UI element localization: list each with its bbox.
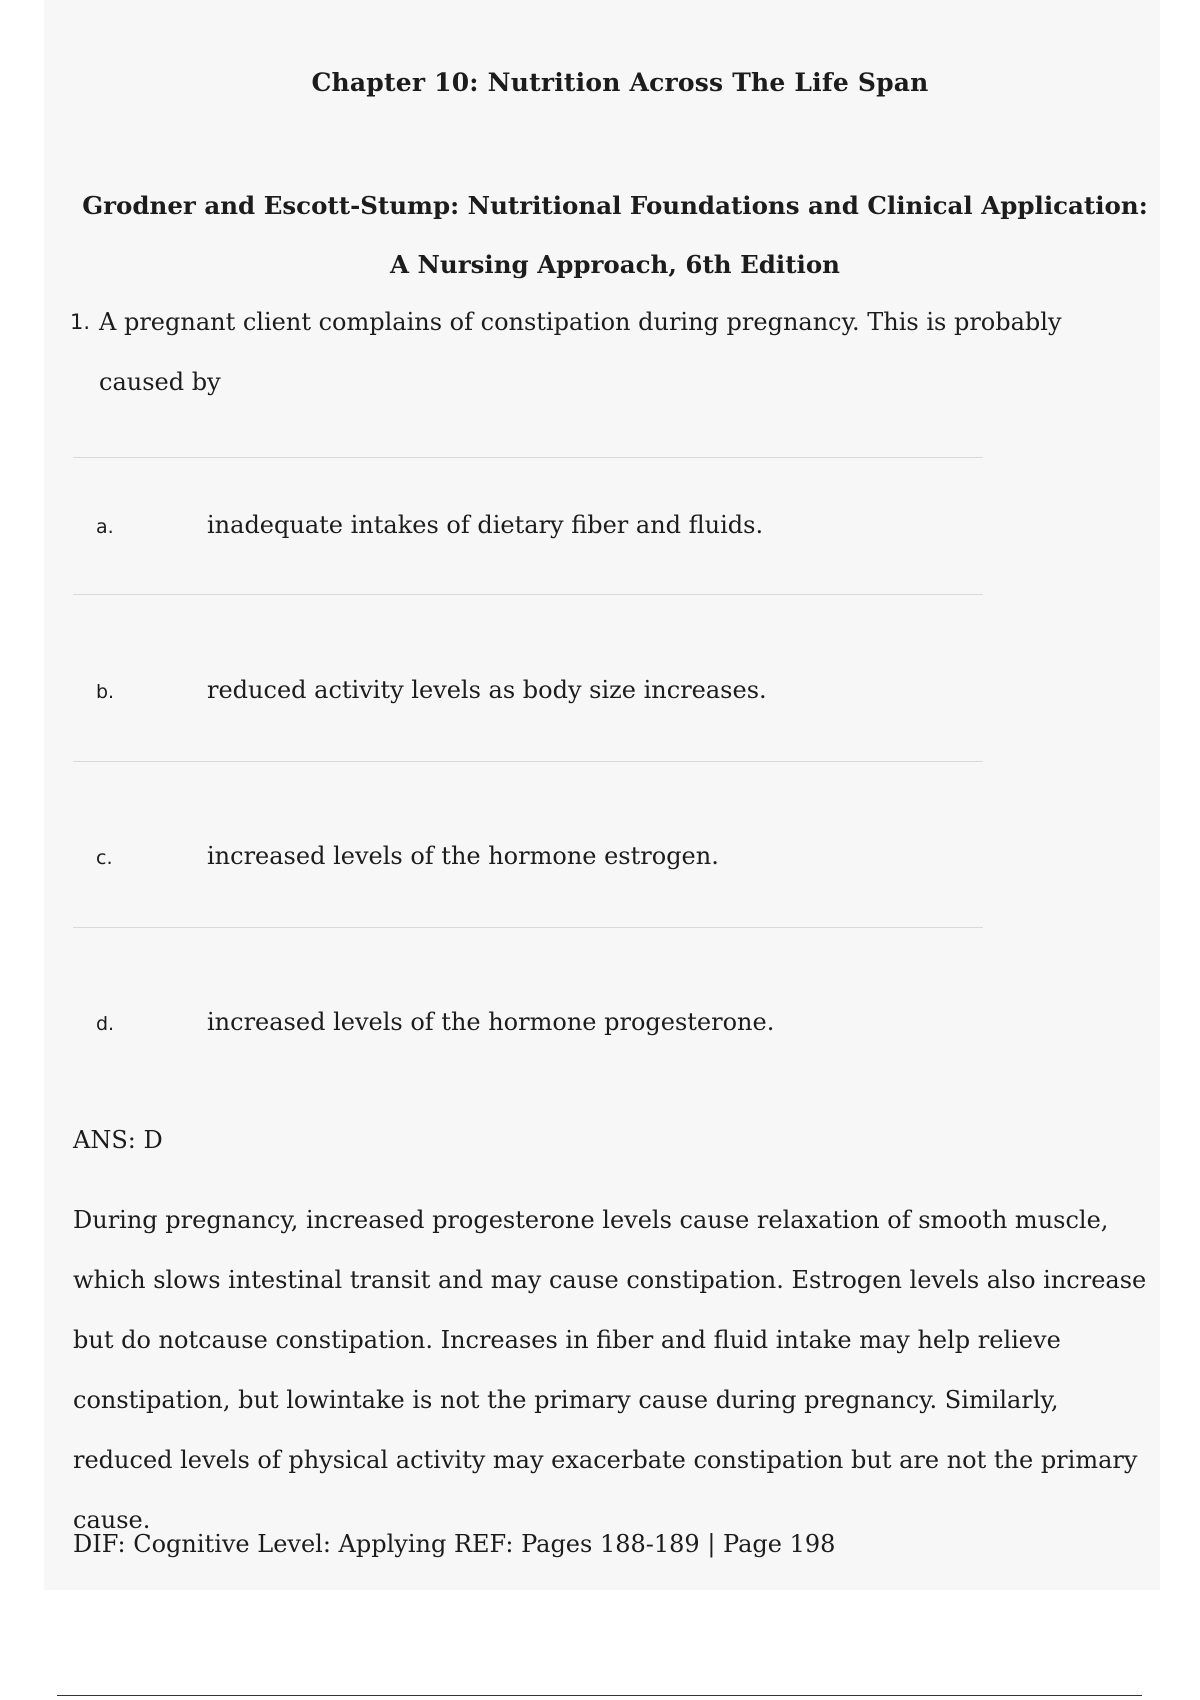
option-text: increased levels of the hormone progesterone. [207,1008,775,1036]
question-number: 1. [70,310,91,334]
footer-rule [57,1695,1142,1696]
question-text: A pregnant client complains of constipation during pregnancy. This is probably caused by [99,308,1062,396]
option-divider [73,594,983,595]
option-a [96,511,996,539]
option-letter: c. [96,847,113,869]
option-text: reduced activity levels as body size increases. [207,676,767,704]
option-divider [73,927,983,928]
chapter-title: Chapter 10: Nutrition Across The Life Span [311,68,929,97]
option-letter: d. [96,1013,115,1035]
answer-key: ANS: D [73,1126,163,1154]
option-text: inadequate intakes of dietary fiber and fluids. [207,511,764,539]
answer-rationale: During pregnancy, increased progesterone levels cause relaxation of smooth muscle, which slows intestinal transit and may cause constipation. Estrogen levels also increase but do notcause constipation. Increases in fiber and fluid intake may help relieve constipation, but lowintake is not the primary cause during pregnancy. Similarly, reduced levels of physical activity may exacerbate constipation but are not the primary cause. [73,1206,1147,1534]
option-d [96,1008,996,1036]
question-stem [70,292,1150,412]
option-b [96,676,996,704]
option-text: increased levels of the hormone estrogen. [207,842,719,870]
option-c [96,842,996,870]
book-title: Grodner and Escott-Stump: Nutritional Foundations and Clinical Application: A Nursing Approach, 6th Edition [82,191,1148,279]
option-divider [73,761,983,762]
option-divider [73,457,983,458]
question-metadata: DIF: Cognitive Level: Applying REF: Pages 188-189 | Page 198 [73,1530,836,1558]
option-letter: b. [96,681,115,703]
option-letter: a. [96,516,114,538]
